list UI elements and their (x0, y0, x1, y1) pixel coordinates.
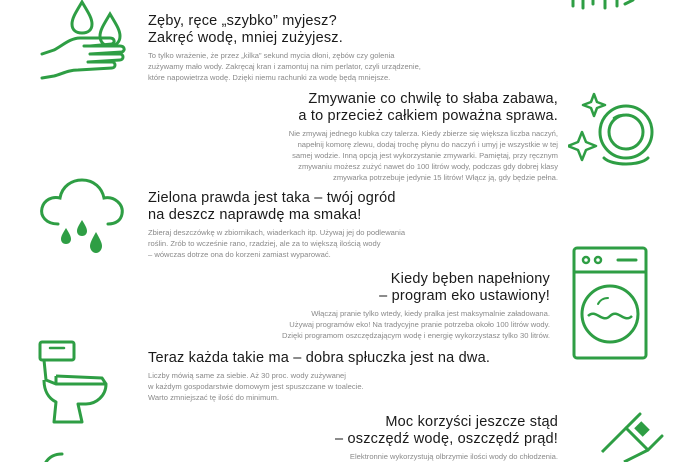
section-heading-line: a to przecież całkiem poważna sprawa. (298, 108, 558, 124)
section-body-line: zużywamy mało wody. Zakręcaj kran i zamontuj na nim perlator, czyli urządzenie, (148, 62, 421, 71)
section-heading-line: – program eko ustawiony! (379, 288, 550, 304)
section-heading-line: Zmywanie co chwilę to słaba zabawa, (308, 91, 558, 107)
section-body-line: Używaj programów eko! Na tradycyjne pranie potrzeba około 100 litrów wody. (289, 320, 550, 329)
hands-water-icon (40, 0, 132, 82)
section-body-line: Liczby mówią same za siebie. Aż 30 proc. wody zużywanej (148, 371, 346, 380)
section-body-line: napełnij komorę zlewu, dodaj trochę płynu do naczyń i umyj je wszystkie w tej (297, 140, 558, 149)
section-body-line: Warto zmniejszać tę ilość do minimum. (148, 393, 279, 402)
section-body-line: Elektronnie wykorzystują olbrzymie ilości wody do chłodzenia. (349, 452, 558, 461)
section-body-line: To tylko wrażenie, że przez „kilka” sekund mycia dłoni, zębów czy golenia (148, 51, 395, 60)
rain-cloud-icon (36, 176, 128, 256)
shower-icon (565, 0, 635, 20)
section-body-line: Włączaj pranie tylko wtedy, kiedy pralka jest maksymalnie załadowana. (311, 309, 550, 318)
washing-machine-icon (572, 246, 648, 360)
section-heading-line: na deszcz naprawdę ma smaka! (148, 207, 362, 223)
section-body-line: Zbieraj deszczówkę w zbiornikach, wiaderkach itp. Używaj jej do podlewania (148, 228, 406, 237)
section-heading-line: Zęby, ręce „szybko” myjesz? (148, 13, 337, 29)
section-heading-line: Zielona prawda jest taka – twój ogród (148, 190, 396, 206)
sparkling-dishes-icon (568, 88, 658, 170)
section-hands (148, 13, 421, 83)
section-body-line: w każdym gospodarstwie domowym jest spuszczane w toalecie. (148, 382, 364, 391)
section-energy (335, 414, 558, 462)
section-heading-line: Zakręć wodę, mniej zużyjesz. (148, 30, 343, 46)
section-body-line: Dzięki programom oszczędzającym wodę i energię wykorzystasz tylko 30 litrów. (282, 331, 550, 340)
toilet-icon (36, 340, 112, 424)
section-rain (148, 190, 405, 260)
section-body-line: Nie zmywaj jednego kubka czy talerza. Kiedy zbierze się większa liczba naczyń, (288, 129, 558, 138)
section-heading-line: Teraz każda takie ma – dobra spłuczka jest na dwa. (148, 350, 491, 366)
section-heading-line: Moc korzyści jeszcze stąd (385, 414, 558, 430)
section-heading-line: Kiedy bęben napełniony (390, 271, 550, 287)
section-body-line: – wówczas dotrze ona do korzeni zamiast wyparować. (148, 250, 331, 259)
section-body-line: samej wodzie. Inną opcją jest wykorzystanie zmywarki. Pamiętaj, przy ręcznym (292, 151, 558, 160)
section-washing (282, 271, 550, 341)
section-body-line: roślin. Zrób to wcześnie rano, rzadziej, ale za to większą ilością wody (148, 239, 381, 248)
section-toilet (148, 350, 490, 403)
section-body-line: zmywaniu możesz zużyć nawet do 100 litrów wody, podczas gdy dobrej klasy (298, 162, 558, 171)
partial-icon (40, 452, 80, 462)
plug-icon (596, 410, 676, 462)
section-body-line: zmywarka potrzebuje jedynie 15 litrów! Włącz ją, gdy będzie pełna. (333, 173, 558, 182)
section-body-line: które napowietrza wodę. Dzięki niemu rachunki za wodę będą mniejsze. (148, 73, 391, 82)
section-heading-line: – oszczędź wodę, oszczędź prąd! (334, 431, 558, 447)
section-dishes (289, 91, 558, 183)
